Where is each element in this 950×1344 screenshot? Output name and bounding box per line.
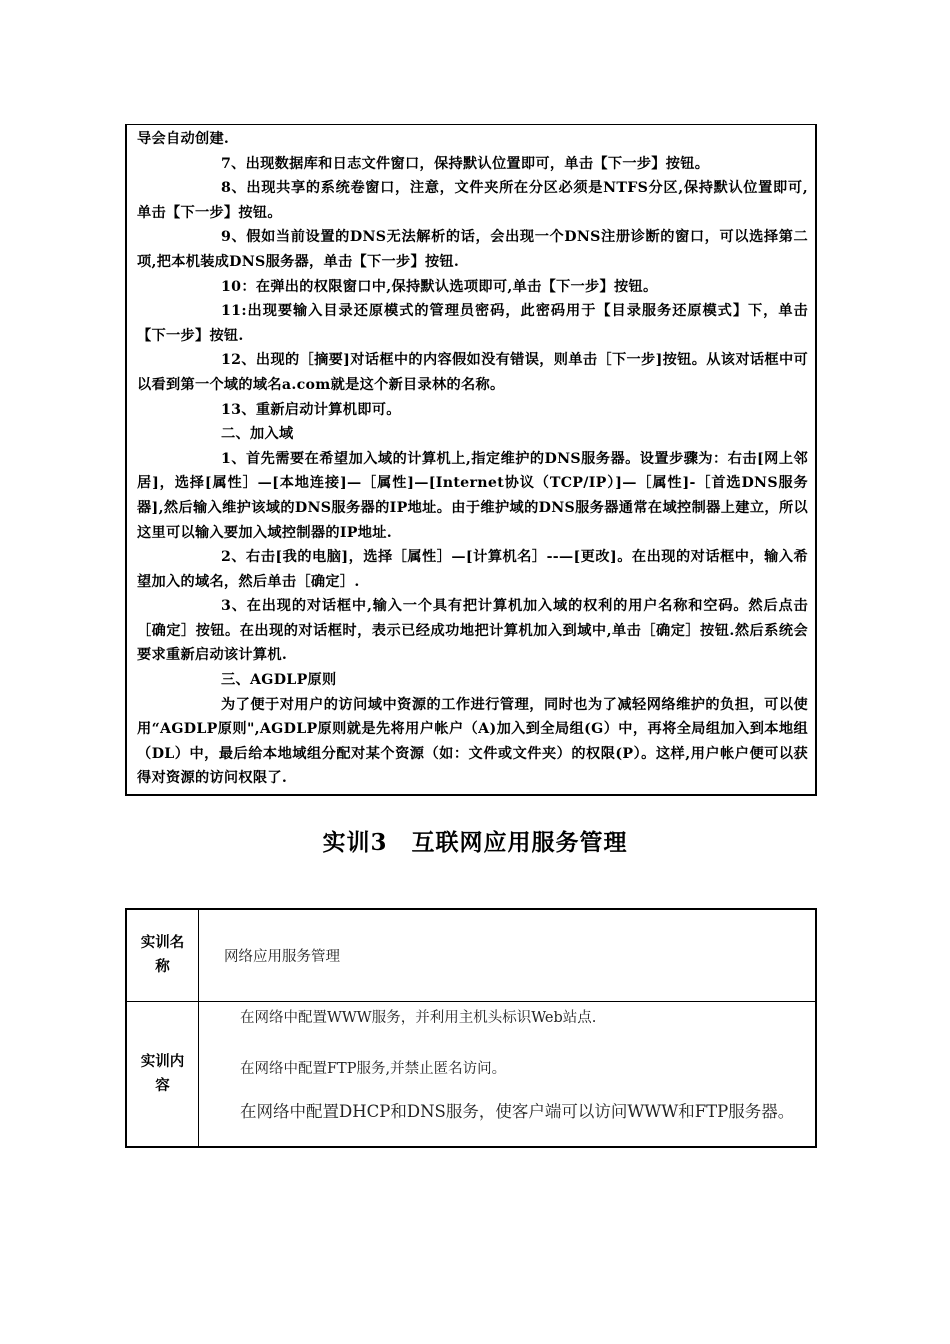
table-row <box>126 1001 816 1147</box>
continued-text-box <box>125 124 817 796</box>
training-info-table <box>125 908 817 1148</box>
paragraph: 3、在出现的对话框中,输入一个具有把计算机加入域的权利的用户名称和空码。然后点击［确定］按钮。在出现的对话框时，表示已经成功地把计算机加入到域中,单击［确定］按钮.然后系统会要求重新启动该计算机. <box>137 598 808 664</box>
paragraph: 为了便于对用户的访问域中资源的工作进行管理，同时也为了减轻网络维护的负担，可以使用“AGDLP原则",AGDLP原则就是先将用户帐户（A)加入到全局组(G）中，再将全局组加入到本地组（DL）中，最后给本地域组分配对某个资源（如：文件或文件夹）的权限(P）。这样,用户帐户便可以获得对资源的访问权限了. <box>137 696 808 787</box>
paragraph: 2、右击[我的电脑]，选择［属性］—[计算机名］--—[更改]。在出现的对话框中，输入希望加入的域名，然后单击［确定］. <box>137 549 808 590</box>
table-row <box>126 909 816 1001</box>
paragraph: 13、重新启动计算机即可。 <box>221 401 401 418</box>
paragraph: 导会自动创建. <box>137 131 230 147</box>
section-title: 实训3 互联网应用服务管理 <box>322 829 628 856</box>
content-line: 在网络中配置WWW服务，并利用主机头标识Web站点. <box>240 1009 597 1026</box>
section-heading: 三、AGDLP原则 <box>221 672 337 689</box>
paragraph: 7、出现数据库和日志文件窗口，保持默认位置即可，单击【下一步】按钮。 <box>221 155 710 172</box>
paragraph: 1、首先需要在希望加入域的计算机上,指定维护的DNS服务器。设置步骤为：右击[网上邻居]，选择[属性］—[本地连接]—［属性]—[Internet协议（TCP/IP）]—［属性]-［首选DNS服务器],然后输入维护该域的DNS服务器的IP地址。由于维护域的DNS服务器通常在域控制器上建立，所以这里可以输入要加入域控制器的IP地址. <box>137 450 808 541</box>
content-line: 在网络中配置DHCP和DNS服务，使客户端可以访问WWW和FTP服务器。 <box>240 1101 795 1121</box>
name-value: 网络应用服务管理 <box>199 909 817 1001</box>
paragraph: 8、出现共享的系统卷窗口，注意，文件夹所在分区必须是NTFS分区,保持默认位置即可,单击【下一步】按钮。 <box>137 180 808 221</box>
name-label-text: 实训名称 <box>140 934 185 976</box>
paragraph: 12、出现的［摘要]对话框中的内容假如没有错误，则单击［下一步]按钮。从该对话框中可以看到第一个域的域名a.com就是这个新目录林的名称。 <box>137 352 808 393</box>
section-heading: 二、加入域 <box>221 426 294 443</box>
content-line: 在网络中配置FTP服务,并禁止匿名访问。 <box>240 1060 507 1077</box>
name-label <box>126 909 199 1001</box>
paragraph: 10：在弹出的权限窗口中,保持默认选项即可,单击【下一步】按钮。 <box>221 278 658 295</box>
content-label-text: 实训内容 <box>140 1052 185 1094</box>
paragraph: 11:出现要输入目录还原模式的管理员密码，此密码用于【目录服务还原模式】下，单击【下一步】按钮. <box>137 303 808 344</box>
content-label <box>126 1001 199 1147</box>
content-value <box>199 1001 817 1147</box>
paragraph: 9、假如当前设置的DNS无法解析的话，会出现一个DNS注册诊断的窗口，可以选择第二项,把本机装成DNS服务器，单击【下一步】按钮. <box>137 229 808 270</box>
